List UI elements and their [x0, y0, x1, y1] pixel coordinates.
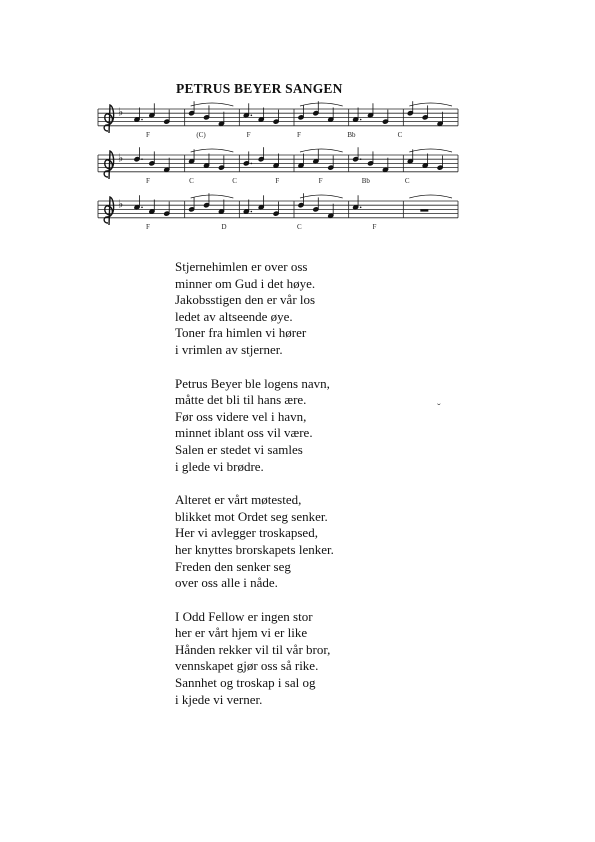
sheet-music	[96, 98, 461, 248]
chord-label: F	[146, 222, 150, 231]
chord-label: F	[372, 222, 377, 231]
chord-label: F	[318, 176, 323, 185]
slur	[300, 149, 343, 152]
chord-label: Bb	[347, 130, 356, 139]
flat-icon: ♭	[118, 105, 124, 119]
stanza-3	[175, 492, 475, 592]
chord-label: C	[232, 176, 237, 185]
chord-label: C	[397, 130, 403, 139]
chord-label: (C)	[196, 130, 206, 139]
chord-label: F	[297, 130, 301, 139]
lyric-line: Freden den senker seg	[175, 558, 291, 574]
dot	[360, 207, 362, 209]
slur	[191, 149, 234, 152]
slur	[300, 195, 343, 198]
chord-label: F	[146, 130, 150, 139]
lyric-line: vennskapet gjør oss så rike.	[175, 658, 319, 674]
lyric-line: Jakobsstigen den er vår los	[175, 292, 316, 308]
dot	[360, 119, 362, 121]
chord-label: C	[297, 222, 302, 231]
lyric-line: her er vårt hjem vi er like	[175, 625, 308, 641]
slur	[191, 103, 234, 106]
lyric-line: Salen er stedet vi samles	[175, 441, 303, 457]
lyric-line: i kjede vi verner.	[175, 691, 263, 707]
chord-label: Bb	[361, 176, 370, 185]
lyric-line: Her vi avlegger troskapsed,	[175, 525, 318, 541]
lyric-line: Stjernehimlen er over oss	[175, 259, 308, 274]
flat-icon: ♭	[118, 197, 124, 211]
lyric-line: her knyttes brorskapets lenker.	[175, 541, 334, 557]
slur	[409, 149, 452, 152]
whole-rest-icon	[420, 209, 428, 211]
dot	[251, 211, 253, 213]
dot	[251, 115, 253, 117]
chord-label: F	[246, 130, 251, 139]
lyrics	[175, 259, 475, 725]
stanza-2	[175, 376, 475, 476]
chord-label: F	[275, 176, 280, 185]
lyric-line: minner om Gud i det høye.	[175, 275, 316, 291]
chord-label: C	[189, 176, 194, 185]
lyric-line: blikket mot Ordet seg senker.	[175, 508, 328, 524]
stanza-4	[175, 609, 475, 709]
chord-label: C	[404, 176, 410, 185]
lyric-line: i vrimlen av stjerner.	[175, 341, 283, 357]
flat-icon: ♭	[118, 151, 124, 165]
dot	[360, 158, 362, 160]
lyric-line: over oss alle i nåde.	[175, 575, 278, 591]
lyric-line: ledet av altseende øye.	[175, 308, 293, 324]
lyric-line: Før oss videre vel i havn,	[175, 408, 307, 424]
chord-label: D	[221, 222, 227, 231]
lyric-line: i glede vi brødre.	[175, 458, 264, 474]
dot	[141, 158, 143, 160]
lyric-line: Alteret er vårt møtested,	[175, 492, 302, 508]
song-title: PETRUS BEYER SANGEN	[176, 81, 343, 96]
dot	[251, 163, 253, 165]
stray-mark: ˇ	[437, 402, 441, 414]
dot	[141, 207, 143, 209]
lyric-line: Sannhet og troskap i sal og	[175, 675, 316, 691]
lyric-line: måtte det bli til hans ære.	[175, 392, 307, 408]
slur	[300, 103, 343, 106]
lyric-line: Petrus Beyer ble logens navn,	[175, 375, 330, 391]
dot	[141, 119, 143, 121]
lyric-line: I Odd Fellow er ingen stor	[175, 608, 313, 624]
slur	[409, 195, 452, 198]
slur	[409, 103, 452, 106]
chord-label: F	[146, 176, 150, 185]
lyric-line: Hånden rekker vil til vår bror,	[175, 641, 331, 657]
lyric-line: minnet iblant oss vil være.	[175, 425, 313, 441]
stanza-1	[175, 259, 475, 359]
slur	[191, 195, 234, 198]
lyric-line: Toner fra himlen vi hører	[175, 325, 307, 341]
